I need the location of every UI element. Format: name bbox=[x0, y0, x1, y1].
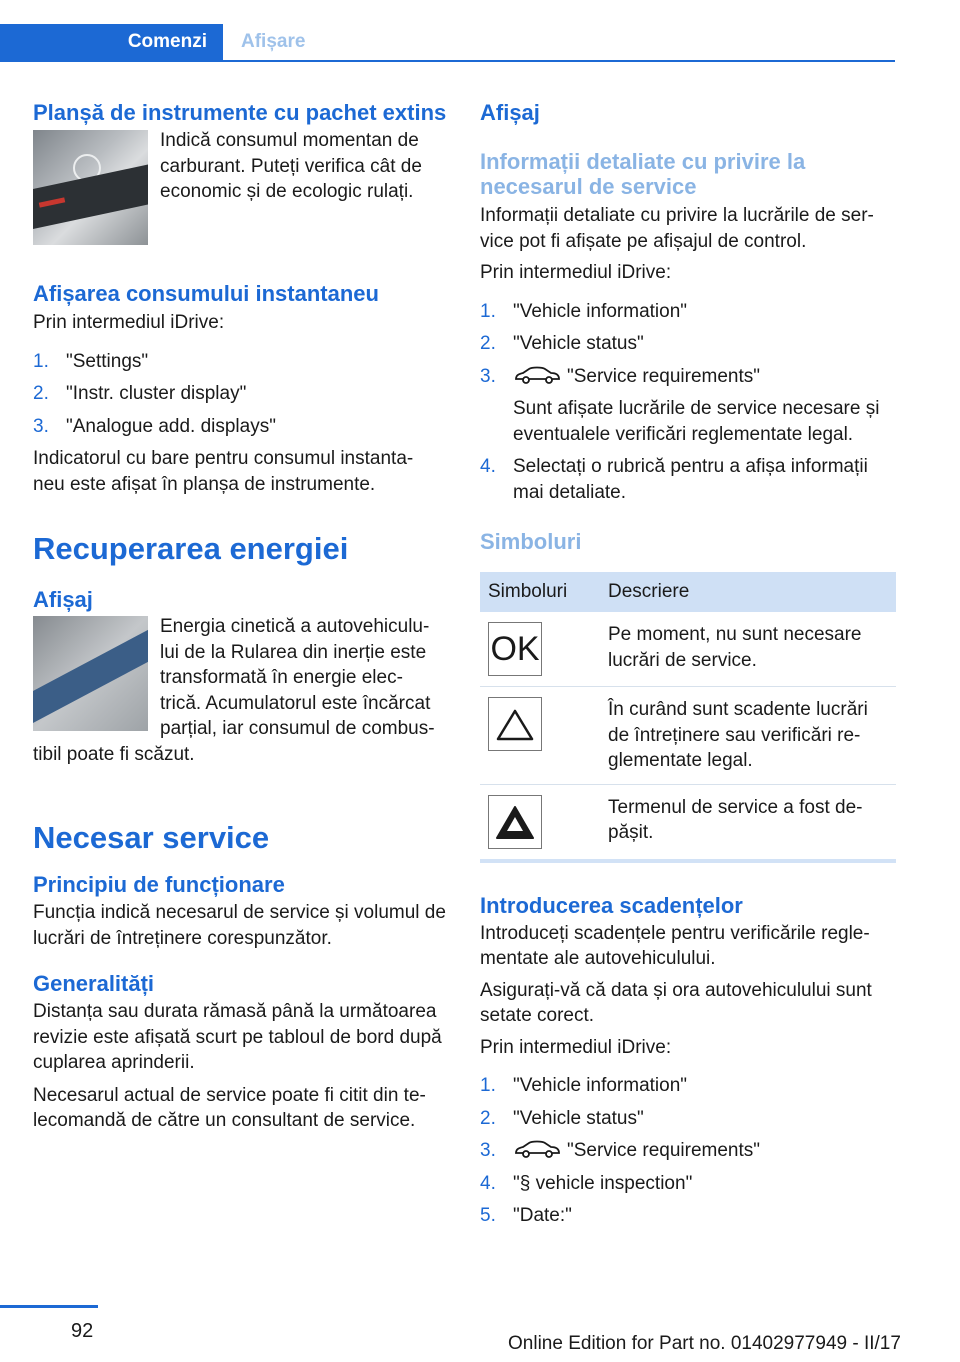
fuel-gauge-image bbox=[33, 130, 148, 245]
list-item: 2. "Vehicle status" bbox=[480, 333, 644, 354]
dates-intro: Prin intermediul iDrive: bbox=[480, 1036, 672, 1058]
edition-text: Online Edition for Part no. 01402977949 - II/17 bbox=[508, 1333, 901, 1354]
dates-title: Introducerea scadențelor bbox=[480, 892, 743, 918]
efficient-dynamics-image bbox=[33, 616, 148, 731]
dates-text-2: Asigurați-vă că data și ora autovehiculului sunt setate corect. bbox=[480, 979, 872, 1026]
instant-intro: Prin intermediul iDrive: bbox=[33, 312, 225, 333]
principle-title: Principiu de funcționare bbox=[33, 872, 285, 897]
list-item: 2. "Instr. cluster display" bbox=[33, 383, 247, 404]
ok-icon: OK bbox=[488, 622, 542, 676]
panel-text: Indică consumul momentan de carburant. Puteți verifica cât de economic și de ecologic rulați. bbox=[160, 130, 422, 202]
list-item: 5. "Date:" bbox=[480, 1205, 572, 1226]
table-row bbox=[480, 687, 896, 785]
detail-text: Informații detaliate cu privire la lucrările de ser‐ vice pot fi afișate pe afișajul de control. bbox=[480, 205, 874, 252]
list-item: 4. "§ vehicle inspection" bbox=[480, 1172, 693, 1194]
instant-title: Afișarea consumului instantaneu bbox=[33, 281, 379, 306]
right-column bbox=[480, 100, 896, 1236]
panel-media bbox=[33, 128, 447, 249]
principle-text: Funcția indică necesarul de service și volumul de lucrări de întreținere corespunzător. bbox=[33, 902, 446, 949]
detail-title: Informații detaliate cu privire la necesarul de service bbox=[480, 149, 806, 199]
energy-text: Energia cinetică a autovehiculu‐ lui de la Rularea din inerție este transformată în energie elec‐ trică. Acumulatorul este încărcat parțial, iar consumul de combus‐ tibil poate fi scăzut. bbox=[33, 616, 435, 765]
table-cell-description: Pe moment, nu sunt necesare lucrări de service. bbox=[600, 612, 896, 687]
left-column bbox=[33, 100, 447, 1134]
table-row bbox=[480, 612, 896, 687]
table-cell-description: Termenul de service a fost de‐ pășit. bbox=[608, 796, 863, 843]
list-item: 3. "Analogue add. displays" bbox=[33, 415, 276, 437]
general-title: Generalități bbox=[33, 971, 155, 996]
display-title: Afișaj bbox=[480, 100, 540, 125]
table-header-symbols: Simboluri bbox=[480, 572, 600, 612]
header-divider bbox=[0, 60, 895, 62]
warning-triangle-outline-icon bbox=[488, 697, 542, 751]
list-item: 1. "Settings" bbox=[33, 350, 149, 372]
warning-triangle-filled-icon bbox=[488, 795, 542, 849]
header-tabs bbox=[0, 24, 895, 62]
energy-subtitle: Afișaj bbox=[33, 587, 93, 612]
service-title: Necesar service bbox=[33, 820, 270, 855]
panel-title: Planșă de instrumente cu pachet extins bbox=[33, 100, 447, 125]
energy-title: Recuperarea energiei bbox=[33, 531, 349, 566]
page-number: 92 bbox=[71, 1320, 94, 1342]
car-icon bbox=[513, 1139, 561, 1159]
list-item: 2. "Vehicle status" bbox=[480, 1107, 644, 1129]
list-item: 1. "Vehicle information" bbox=[480, 300, 688, 322]
general-text-1: Distanța sau durata rămasă până la următoarea revizie este afișată scurt pe tabloul de bord după cuplarea aprinderii. bbox=[33, 1001, 442, 1073]
general-text-2: Necesarul actual de service poate fi citit din te‐ lecomandă de către un consultant de service. bbox=[33, 1084, 426, 1131]
dates-text-1: Introduceți scadențele pentru verificările regle‐ mentate ale autovehiculului. bbox=[480, 922, 870, 969]
dates-steps bbox=[480, 1073, 896, 1229]
instant-note: Indicatorul cu bare pentru consumul instanta‐ neu este afișat în planșa de instrumente. bbox=[33, 448, 414, 495]
list-item: 1. "Vehicle information" bbox=[480, 1075, 688, 1096]
list-item: 4. Selectați o rubrică pentru a afișa informații mai detaliate. bbox=[480, 456, 868, 503]
symbols-title: Simboluri bbox=[480, 529, 582, 554]
detail-steps bbox=[480, 299, 896, 506]
list-item: 3. "Service requirements" Sunt afișate lucrările de service necesare și eventualele verificări reglementate legal. bbox=[480, 364, 896, 448]
footer-rule bbox=[0, 1305, 98, 1308]
table-cell-description: În curând sunt scadente lucrări de întreținere sau verificări re‐ glementate legal. bbox=[600, 687, 896, 785]
tab-afisare[interactable]: Afișare bbox=[241, 31, 306, 52]
symbols-table bbox=[480, 572, 896, 863]
instant-steps bbox=[33, 349, 447, 440]
list-item: 3. "Service requirements" bbox=[480, 1140, 761, 1161]
car-icon bbox=[513, 365, 561, 385]
step-note: Sunt afișate lucrările de service necesare și eventualele verificări reglementate legal. bbox=[513, 398, 880, 445]
table-row bbox=[480, 784, 896, 861]
energy-media bbox=[33, 614, 447, 767]
tab-comenzi[interactable]: Comenzi bbox=[0, 24, 223, 62]
table-header-description: Descriere bbox=[600, 572, 896, 612]
detail-intro: Prin intermediul iDrive: bbox=[480, 262, 672, 283]
